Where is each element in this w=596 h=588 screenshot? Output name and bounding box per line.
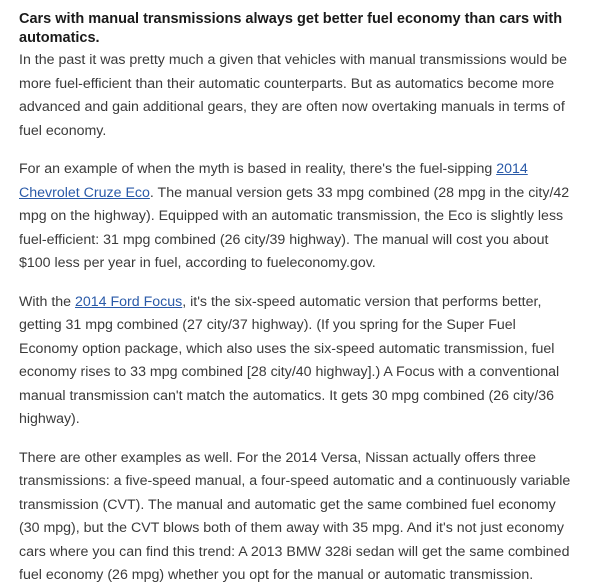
- paragraph-intro: [19, 49, 578, 143]
- link-chevrolet-cruze-eco[interactable]: 2014 Chevrolet Cruze Eco: [19, 161, 528, 201]
- paragraph-chevrolet: [19, 158, 578, 276]
- paragraph-intro-text: In the past it was pretty much a given that vehicles with manual transmissions would be more fuel-efficient than their automatic counterparts. But as automatics become more advanced and gain additional gears, they are often now overtaking manuals in terms of fuel economy.: [19, 52, 568, 139]
- paragraph-ford-before: With the: [19, 293, 75, 310]
- paragraph-ford: [19, 291, 578, 432]
- paragraph-other-examples: [19, 447, 578, 588]
- article-heading: Cars with manual transmissions always get better fuel economy than cars with automatics.: [19, 11, 563, 46]
- paragraph-ford-after: , it's the six-speed automatic version that performs better, getting 31 mpg combined (27 city/37 highway). (If you spring for the Super Fuel Economy option package, which also uses the six-speed automatic transmission, fuel economy rises to 33 mpg combined [28 city/40 highway].) A Focus with a conventional manual transmission can't match the automatics. It gets 30 mpg combined (26 city/36 highway).: [19, 293, 560, 427]
- paragraph-chevrolet-before: For an example of when the myth is based in reality, there's the fuel-sipping: [19, 161, 497, 177]
- paragraph-chevrolet-after: . The manual version gets 33 mpg combined (28 mpg in the city/42 mpg on the highway). Equipped with an automatic transmission, the Eco is slightly less fuel-efficient: 31 mpg combined (26 city/39 highway). The manual will cost you about $100 less per year in fuel, according to fueleconomy.gov.: [19, 184, 570, 271]
- link-ford-focus[interactable]: 2014 Ford Focus: [74, 293, 183, 310]
- paragraph-other-examples-text: There are other examples as well. For the 2014 Versa, Nissan actually offers three transmissions: a five-speed manual, a four-speed automatic and a continuously variable transmission (CVT). The manual and automatic get the same combined fuel economy (30 mpg), but the CVT blows both of them away with 35 mpg. And it's not just economy cars where you can find this trend: A 2013 BMW 328i sedan will get the same combined fuel economy (26 mpg) whether you opt for the manual or automatic transmission.: [19, 449, 571, 583]
